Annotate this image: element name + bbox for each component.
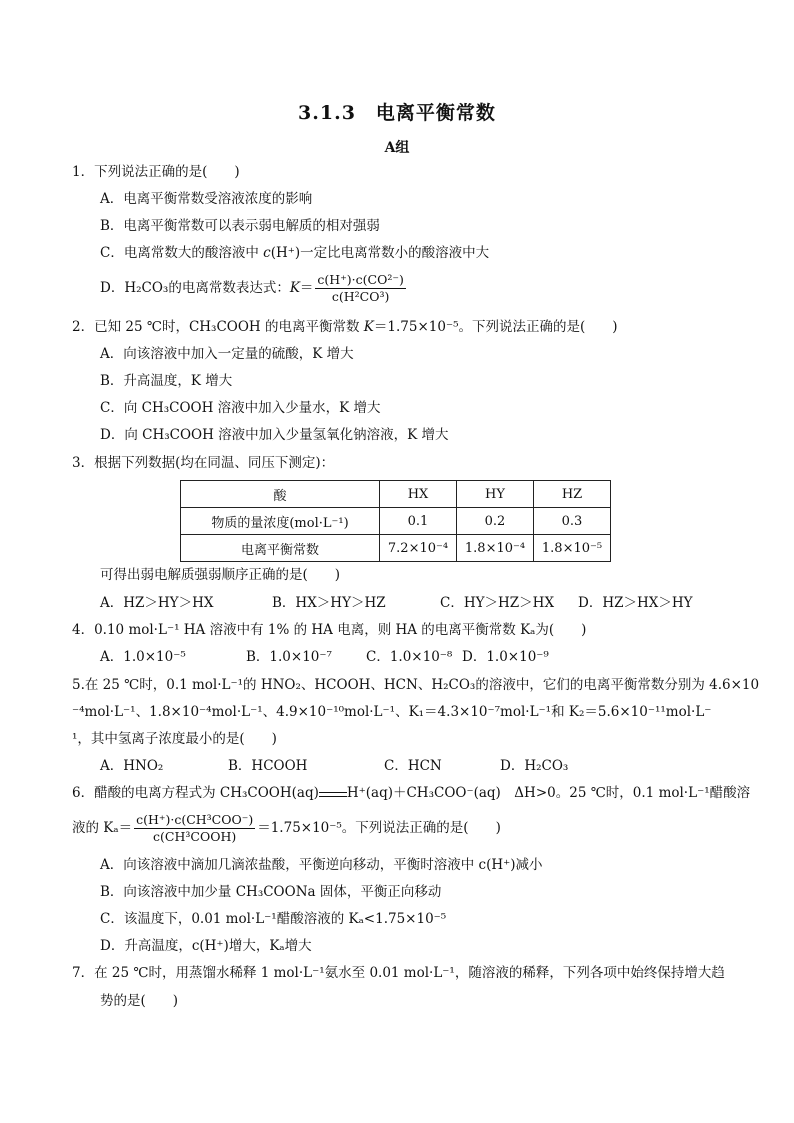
q1-option-c-pre: C．电离常数大的酸溶液中 [100, 245, 264, 261]
table-header-row [181, 481, 611, 508]
q1-stem: 1．下列说法正确的是( ) [72, 164, 240, 180]
q1-fraction-denominator: c(H²CO³) [331, 289, 390, 304]
table-header-cell: HZ [534, 481, 611, 508]
q6-line1-pre: 6．醋酸的电离方程式为 CH₃COOH(aq) [72, 785, 319, 801]
group-heading: A组 [384, 140, 410, 156]
table-header-cell: 酸 [181, 481, 380, 508]
q1-option-d-pre: D．H₂CO₃的电离常数表达式： [100, 280, 290, 296]
table-cell: 0.2 [457, 508, 534, 535]
q3-option-d: D．HZ＞HX＞HY [578, 595, 693, 611]
q3-option-c: C．HY＞HZ＞HX [440, 595, 555, 611]
q4-option-a: A．1.0×10⁻⁵ [100, 649, 186, 665]
q1-option-c-c: c [263, 245, 271, 261]
q1-fraction [315, 272, 405, 305]
q1-option-d-k: K [289, 280, 300, 296]
q6-fraction-numerator: c(H⁺)·c(CH³COO⁻) [136, 812, 254, 827]
q5-line1: 5.在 25 ℃时，0.1 mol·L⁻¹的 HNO₂、HCOOH、HCN、H₂CO₃的溶液中，它们的电离平衡常数分别为 4.6×10 [72, 677, 760, 693]
q1-option-d-eq: ＝ [299, 280, 314, 296]
page-title: 3.1.3 电离平衡常数 [298, 102, 496, 124]
q6-option-b: B．向该溶液中加少量 CH₃COONa 固体，平衡正向移动 [100, 884, 442, 900]
q6-option-d: D．升高温度，c(H⁺)增大，Kₐ增大 [100, 938, 312, 954]
q5-option-d: D．H₂CO₃ [500, 758, 569, 774]
q3-stem: 3．根据下列数据(均在同温、同压下测定)： [72, 455, 335, 471]
table-cell: 物质的量浓度(mol·L⁻¹) [181, 508, 380, 535]
q6-line1 [72, 784, 750, 802]
q3-option-a: A．HZ＞HY＞HX [100, 595, 214, 611]
q6-line1-post: H⁺(aq)＋CH₃COO⁻(aq) ΔH>0。25 ℃时，0.1 mol·L⁻¹醋酸溶 [346, 785, 751, 801]
table-header-cell: HY [457, 481, 534, 508]
data-table [180, 480, 611, 562]
q2-stem [72, 318, 618, 336]
table-row [181, 508, 611, 535]
q4-option-d: D．1.0×10⁻⁹ [462, 649, 549, 665]
table-cell: 7.2×10⁻⁴ [380, 535, 457, 562]
q2-option-a: A．向该溶液中加入一定量的硫酸，K 增大 [100, 346, 354, 362]
table-row [181, 535, 611, 562]
q4-stem: 4．0.10 mol·L⁻¹ HA 溶液中有 1% 的 HA 电离，则 HA 的电离平衡常数 Kₐ为( ) [72, 622, 587, 638]
q2-option-c: C．向 CH₃COOH 溶液中加入少量水，K 增大 [100, 400, 381, 416]
table-cell: 0.3 [534, 508, 611, 535]
q7-line1: 7．在 25 ℃时，用蒸馏水稀释 1 mol·L⁻¹氨水至 0.01 mol·L⁻¹，随溶液的稀释，下列各项中始终保持增大趋 [72, 965, 725, 981]
q2-option-b: B．升高温度，K 增大 [100, 373, 233, 389]
q2-option-d: D．向 CH₃COOH 溶液中加入少量氢氧化钠溶液，K 增大 [100, 427, 449, 443]
q5-line2: ⁻⁴mol·L⁻¹、1.8×10⁻⁴mol·L⁻¹、4.9×10⁻¹⁰mol·L⁻¹、K₁＝4.3×10⁻⁷mol·L⁻¹和 K₂＝5.6×10⁻¹¹mol·L⁻ [72, 704, 712, 720]
q7-line2: 势的是( ) [100, 993, 179, 1009]
q1-fraction-numerator: c(H⁺)·c(CO²⁻) [317, 272, 404, 287]
q1-option-c-post: (H⁺)一定比电离常数小的酸溶液中大 [270, 245, 490, 261]
q4-option-b: B．1.0×10⁻⁷ [246, 649, 332, 665]
equilibrium-arrow-icon [319, 789, 347, 799]
q3-option-b: B．HX＞HY＞HZ [272, 595, 386, 611]
q6-fraction-denominator: c(CH³COOH) [153, 829, 237, 844]
q5-line3: ¹，其中氢离子浓度最小的是( ) [72, 731, 277, 747]
q1-option-d [100, 272, 408, 305]
table-header-cell: HX [380, 481, 457, 508]
table-cell: 1.8×10⁻⁵ [534, 535, 611, 562]
q5-option-a: A．HNO₂ [100, 758, 164, 774]
q1-option-a: A．电离平衡常数受溶液浓度的影响 [100, 191, 313, 207]
table-cell: 1.8×10⁻⁴ [457, 535, 534, 562]
q1-option-c [100, 244, 489, 262]
table-cell: 0.1 [380, 508, 457, 535]
q6-line2-post: ＝1.75×10⁻⁵。下列说法正确的是( ) [257, 820, 501, 836]
q3-ask: 可得出弱电解质强弱顺序正确的是( ) [100, 567, 341, 583]
q2-stem-post: ＝1.75×10⁻⁵。下列说法正确的是( ) [373, 319, 618, 335]
q6-option-c: C．该温度下，0.01 mol·L⁻¹醋酸溶液的 Kₐ<1.75×10⁻⁵ [100, 911, 447, 927]
q5-option-b: B．HCOOH [228, 758, 308, 774]
q4-option-c: C．1.0×10⁻⁸ [366, 649, 453, 665]
q1-option-b: B．电离平衡常数可以表示弱电解质的相对强弱 [100, 218, 380, 234]
q6-fraction [134, 812, 255, 845]
q6-line2-pre: 液的 Kₐ＝ [72, 820, 133, 836]
q6-line2 [72, 812, 501, 845]
q6-option-a: A．向该溶液中滴加几滴浓盐酸，平衡逆向移动，平衡时溶液中 c(H⁺)减小 [100, 857, 543, 873]
q5-option-c: C．HCN [384, 758, 442, 774]
table-cell: 电离平衡常数 [181, 535, 380, 562]
q2-stem-k: K [363, 319, 374, 335]
q2-stem-pre: 2．已知 25 ℃时，CH₃COOH 的电离平衡常数 [72, 319, 364, 335]
